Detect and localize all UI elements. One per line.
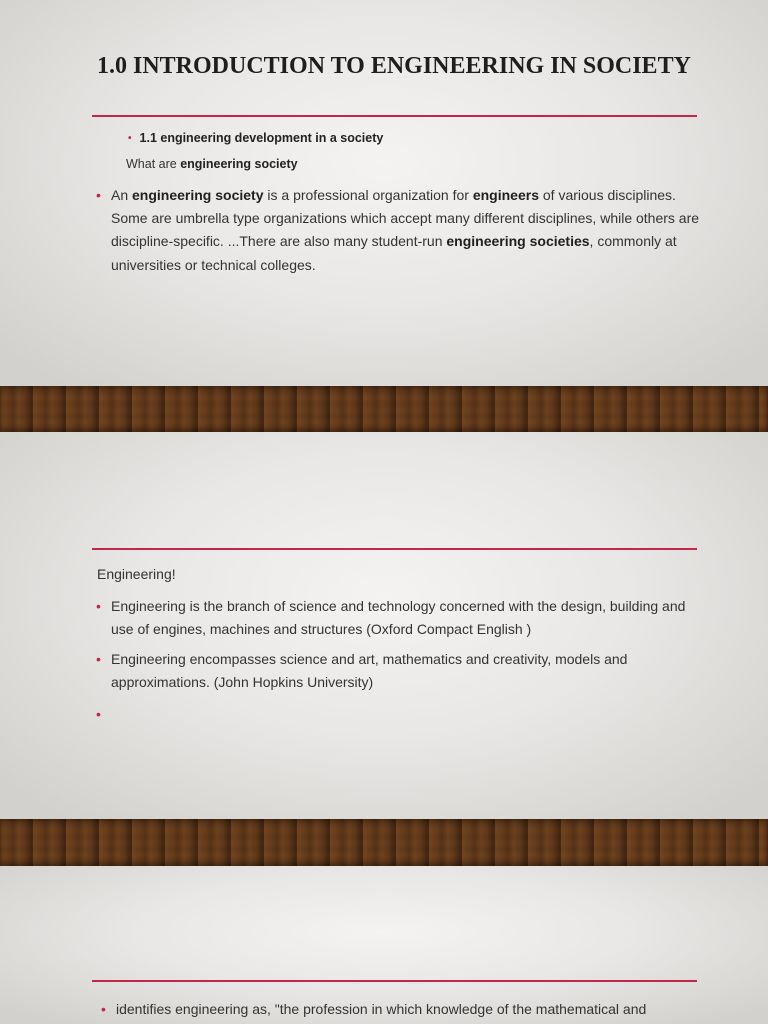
bullet-item — [96, 648, 696, 694]
wood-floor-divider — [0, 819, 768, 866]
para-bold: engineering societies — [446, 233, 590, 250]
title-divider — [92, 548, 697, 550]
title-divider — [92, 115, 697, 117]
para-text: , commonly at universities or technical colleges. — [111, 233, 677, 273]
para-text: is a professional organization for — [263, 187, 473, 203]
slide-heading: Engineering! — [97, 566, 176, 582]
bullet-item — [96, 595, 696, 641]
wood-floor-divider — [0, 386, 768, 432]
question-prefix: What are — [126, 157, 181, 171]
bullet-text: Engineering is the branch of science and technology concerned with the design, building and use of engines, machines and structures (Oxford Compact English ) — [111, 598, 686, 638]
definition-paragraph — [96, 184, 701, 277]
sub-bullet — [128, 131, 383, 145]
para-text: of various disciplines. Some are umbrella type organizations which accept many different disciplines, while others are discipline-specific. ...There are also many student-run — [111, 187, 700, 250]
bullet-icon: • — [101, 1001, 106, 1017]
slide-3 — [0, 866, 768, 1024]
bullet-icon: • — [96, 706, 101, 722]
bullet-icon: • — [96, 651, 101, 667]
sub-question — [126, 157, 298, 171]
question-bold: engineering society — [180, 157, 298, 171]
bullet-icon: • — [128, 133, 132, 144]
slide-1 — [0, 0, 768, 386]
para-text: An — [111, 187, 133, 203]
bullet-item — [96, 703, 696, 726]
bullet-text: identifies engineering as, "the profession in which knowledge of the mathematical and — [116, 1001, 647, 1017]
para-bold: engineers — [472, 187, 539, 203]
bullet-text: Engineering encompasses science and art, mathematics and creativity, models and approximations. (John Hopkins University) — [111, 651, 628, 691]
title-divider — [92, 980, 697, 982]
para-bold: engineering society — [132, 187, 264, 203]
slide-2 — [0, 432, 768, 819]
sub-bullet-text: 1.1 engineering development in a society — [139, 131, 384, 145]
slide-title: 1.0 INTRODUCTION TO ENGINEERING IN SOCIETY — [97, 53, 691, 79]
bullet-item — [101, 998, 701, 1021]
bullet-icon: • — [96, 598, 101, 614]
bullet-icon: • — [96, 187, 101, 203]
